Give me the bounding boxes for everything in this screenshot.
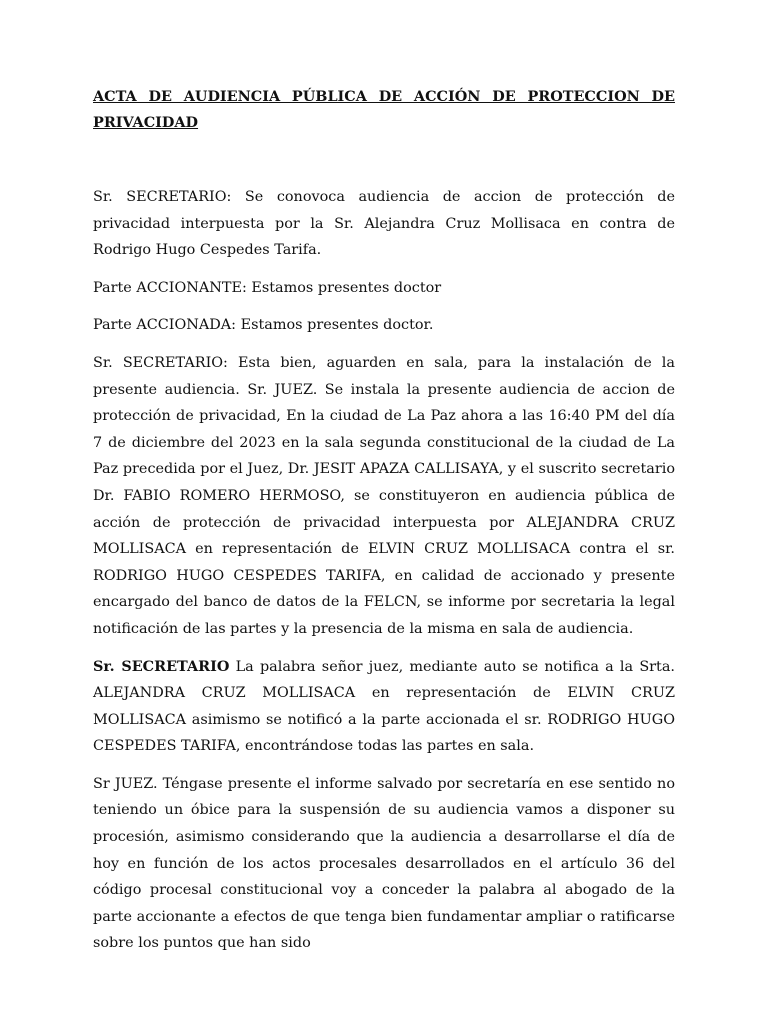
paragraph-6 bbox=[93, 771, 675, 957]
paragraph-4 bbox=[93, 350, 675, 643]
paragraph-text: Sr. SECRETARIO: Esta bien, aguarden en sala, para la instalación de la presente audiencia. Sr. JUEZ. Se instala la presente audiencia de accion de protección de privacidad, En la ciudad de La Paz ahora a las 16:40 PM del día 7 de diciembre del 2023 en la sala segunda constitucional de la ciudad de La Paz precedida por el Juez, Dr. JESIT APAZA CALLISAYA, y el suscrito secretario Dr. FABIO ROMERO HERMOSO, se constituyeron en audiencia pública de acción de protección de privacidad interpuesta por ALEJANDRA CRUZ MOLLISACA en representación de ELVIN CRUZ MOLLISACA contra el sr. RODRIGO HUGO CESPEDES TARIFA, en calidad de accionado y presente encargado del banco de datos de la FELCN, se informe por secretaria la legal notificación de las partes y la presencia de la misma en sala de audiencia. bbox=[93, 354, 675, 637]
paragraph-text: Sr JUEZ. Téngase presente el informe salvado por secretaría en ese sentido no teniendo un óbice para la suspensión de su audiencia vamos a disponer su procesión, asimismo considerando que la audiencia a desarrollarse el día de hoy en función de los actos procesales desarrollados en el artículo 36 del código procesal constitucional voy a conceder la palabra al abogado de la parte accionante a efectos de que tenga bien fundamentar ampliar o ratificarse sobre los puntos que han sido bbox=[93, 775, 675, 952]
paragraph-text: Sr. SECRETARIO: Se conovoca audiencia de accion de protección de privacidad interpuesta por la Sr. Alejandra Cruz Mollisaca en contra de Rodrigo Hugo Cespedes Tarifa. bbox=[93, 189, 675, 259]
paragraph-1 bbox=[93, 184, 675, 264]
paragraph-text: Parte ACCIONADA: Estamos presentes doctor. bbox=[93, 317, 434, 334]
document-page bbox=[93, 84, 675, 968]
document-title: ACTA DE AUDIENCIA PÚBLICA DE ACCIÓN DE PROTECCION DE PRIVACIDAD bbox=[93, 88, 675, 131]
paragraph-2 bbox=[93, 275, 675, 302]
paragraph-text: La palabra señor juez, mediante auto se notifica a la Srta. ALEJANDRA CRUZ MOLLISACA en representación de ELVIN CRUZ MOLLISACA asimismo se notificó a la parte accionada el sr. RODRIGO HUGO CESPEDES TARIFA, encontrándose todas las partes en sala. bbox=[93, 658, 675, 755]
paragraph-5 bbox=[93, 654, 675, 760]
speaker-label: Sr. SECRETARIO bbox=[93, 657, 230, 675]
paragraph-text: Parte ACCIONANTE: Estamos presentes doctor bbox=[93, 279, 442, 296]
paragraph-3 bbox=[93, 312, 675, 339]
